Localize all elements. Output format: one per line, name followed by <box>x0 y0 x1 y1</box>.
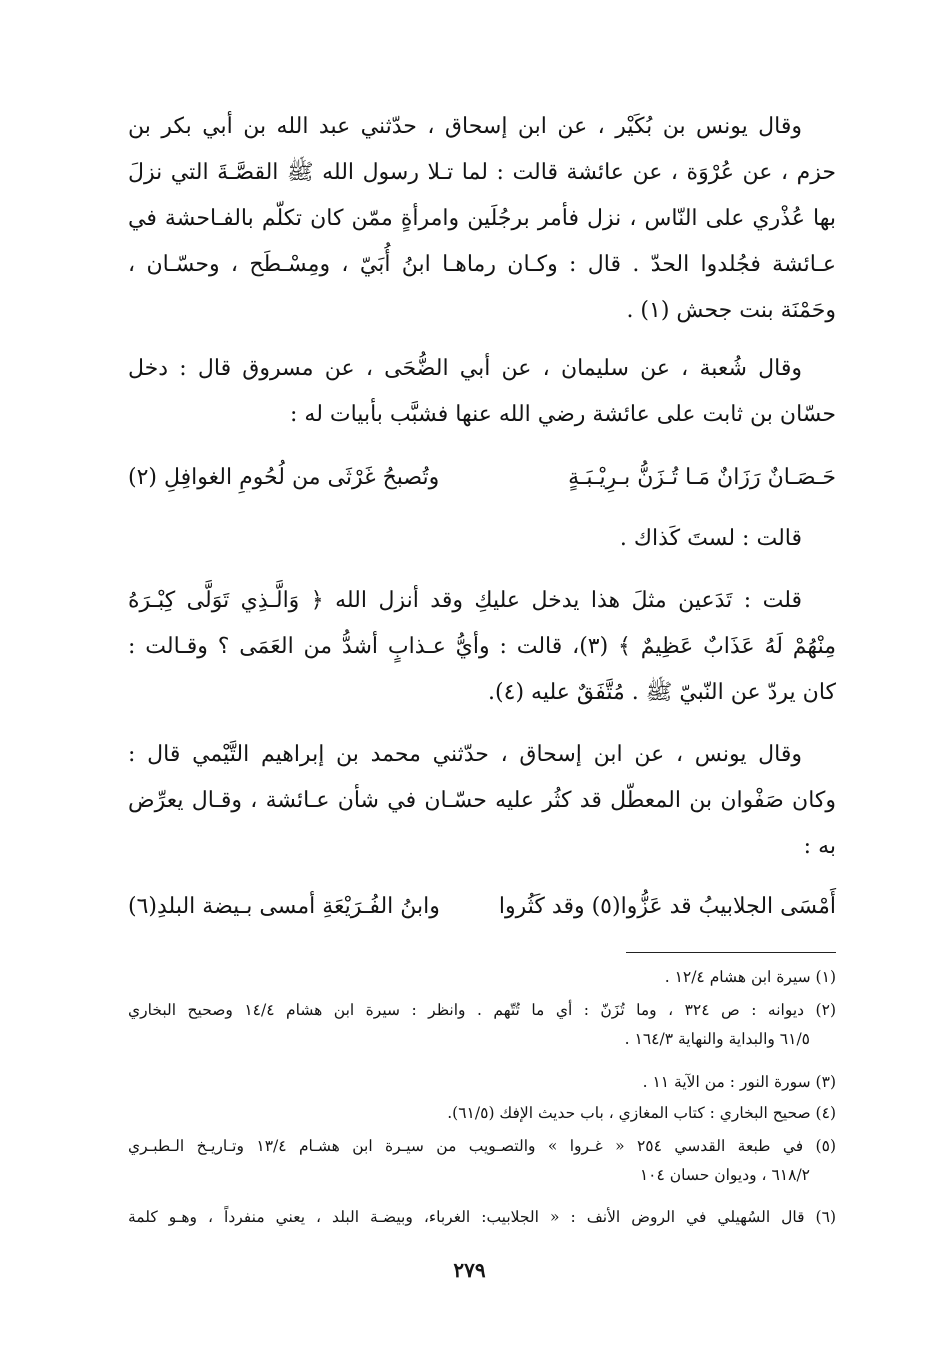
footnote-1 <box>128 963 836 992</box>
text-line: بها عُذْري على النّاس ، نزل فأمر برجُلَين وامرأةٍ ممّن كان تكلّم بالفـاحشة في <box>128 206 836 231</box>
footnote-line: (٤) صحيح البخاري : كتاب المغازي ، باب حديث الإفك (٦١/٥). <box>447 1104 836 1122</box>
paragraph-4 <box>128 578 836 716</box>
text-line: حزم ، عن عُرْوَة ، عن عائشة قالت : لما تـلا رسول الله ﷺ القصَّـةَ التي نزلَ <box>128 160 836 185</box>
paragraph-2 <box>128 346 836 438</box>
text-line: حسّان بن ثابت على عائشة رضي الله عنها فشبَّب بأبيات له : <box>290 402 836 427</box>
poetry-verse-1 <box>128 455 836 501</box>
footnote-line: (٢) ديوانه : ص ٣٢٤ ، وما تُزَنّ : أي ما تُتّهم . وانظر : سيرة ابن هشام ١٤/٤ وصحيح البخاري <box>128 1001 836 1019</box>
footnote-line: (٦) قال السُهيلي في الروض الأنف : « الجلابيب: الغرباء، وبيضـة البلد ، يعني منفرداً ، وهـو كلمة <box>128 1208 836 1226</box>
footnote-line: ٦١٨/٢ ، وديوان حسان ١٠٤ <box>639 1166 810 1184</box>
footnote-line: (٣) سورة النور : من الآية ١١ . <box>642 1073 836 1091</box>
verse-first-hemistich: حَـصَـانٌ رَزَانٌ مَـا تُـزَنُّ بـرِيْـبَـةٍ <box>568 465 836 490</box>
footnote-line: (١) سيرة ابن هشام ١٢/٤ . <box>664 968 836 986</box>
verse-second-hemistich: وابنُ الفُـرَيْعَةِ أمسى بـيضة البلدِ(٦) <box>128 894 440 919</box>
text-line: وكان صَفْوان بن المعطّل قد كثُر عليه حسّـان في شأن عـائشة ، وقـال يعرِّض <box>128 788 836 813</box>
paragraph-5 <box>128 732 836 870</box>
verse-second-hemistich: وتُصبحُ غَرْثَى من لُحُومِ الغوافِلِ (٢) <box>128 465 440 490</box>
text-line: قلت : تَدَعين مثلَ هذا يدخل عليكِ وقد أنزل الله ﴿ وَالَّـذِي تَوَلَّى كِبْـرَهُ <box>128 588 802 613</box>
footnote-separator <box>626 952 836 953</box>
verse-first-hemistich: أَمْسَى الجلابيبُ قد عَزُّوا(٥) وقد كَثُروا <box>498 894 836 919</box>
footnote-2 <box>128 996 836 1054</box>
text-line: مِنْهُمْ لَهُ عَذَابٌ عَظِيمٌ ﴾ (٣)، قالت : وأيُّ عـذابٍ أشدُّ من العَمَى ؟ وقـالت : <box>128 634 836 659</box>
footnote-6 <box>128 1203 836 1232</box>
text-line: قالت : لستَ كَذاك . <box>619 526 802 551</box>
paragraph-3 <box>128 516 836 562</box>
poetry-verse-2 <box>128 884 836 930</box>
text-line: وقال يونس بن بُكَيْر ، عن ابن إسحاق ، حدّثني عبد الله بن أبي بكر بن <box>128 114 802 139</box>
footnote-3 <box>128 1068 836 1097</box>
footnote-5 <box>128 1132 836 1190</box>
text-line: كان يردّ عن النّبيّ ﷺ . مُتَّفَقٌ عليه (٤). <box>488 680 836 705</box>
footnote-4 <box>128 1099 836 1128</box>
text-line: وقال شُعبة ، عن سليمان ، عن أبي الضُّحَى ، عن مسروق قال : دخل <box>128 356 802 381</box>
footnote-line: (٥) في طبعة القدسي ٢٥٤ « غـروا » والتصـويب من سيـرة ابن هشـام ١٣/٤ وتـاريـخ الـطبـري <box>128 1137 836 1155</box>
text-line: وقال يونس ، عن ابن إسحاق ، حدّثني محمد بن إبراهيم التَّيْمي قال : <box>128 742 802 767</box>
paragraph-1 <box>128 104 836 334</box>
text-line: به : <box>803 834 836 859</box>
footnote-line: ٦١/٥ والبداية والنهاية ١٦٤/٣ . <box>624 1030 810 1048</box>
text-line: عـائشة فجُلدوا الحدّ . قال : وكـان رماهـا ابنُ أُبَيّ ، ومِسْـطَح ، وحسّـان ، <box>128 252 836 277</box>
text-line: وحَمْنَة بنت جحش (١) . <box>626 298 836 323</box>
page-number: ٢٧٩ <box>453 1258 486 1282</box>
